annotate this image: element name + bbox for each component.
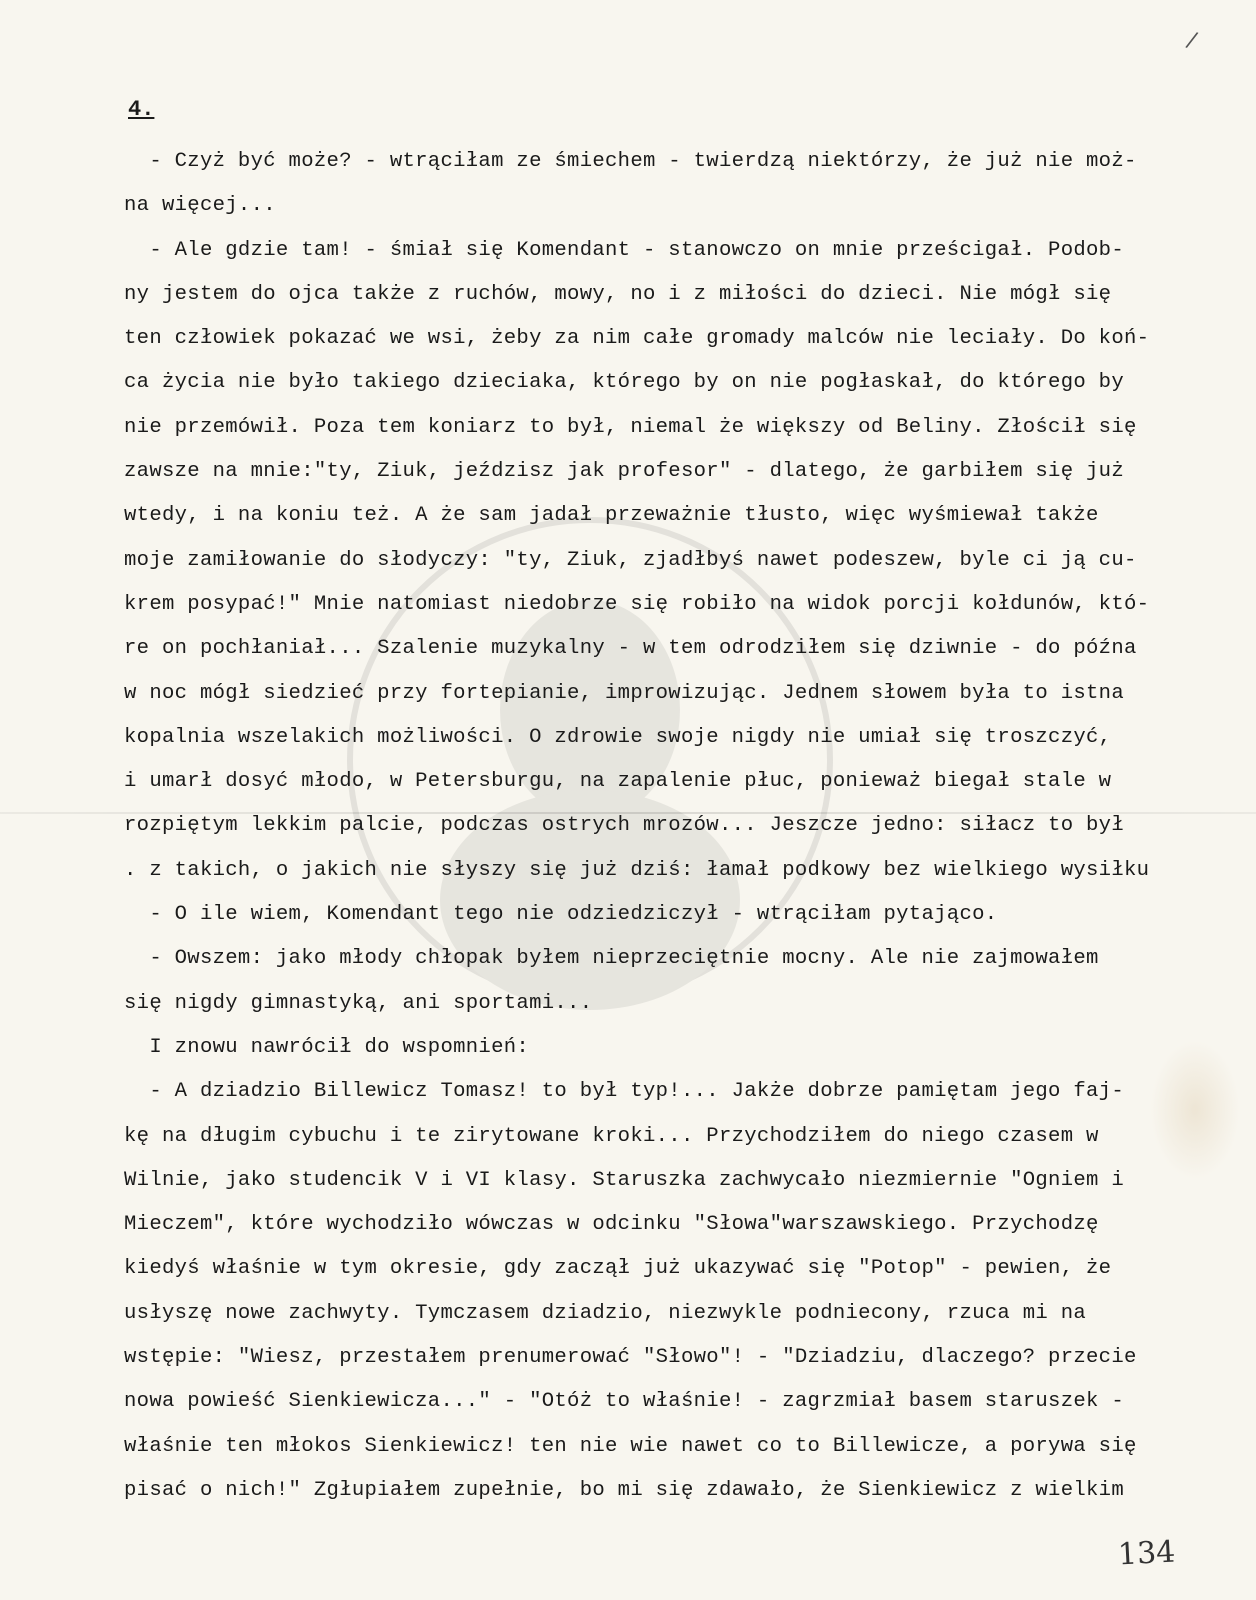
- handwritten-page-number: 134: [1117, 1534, 1177, 1573]
- text-line: ny jestem do ojca także z ruchów, mowy, no i z miłości do dzieci. Nie mógł się: [124, 282, 1112, 306]
- text-line: - Owszem: jako młody chłopak byłem nieprzeciętnie mocny. Ale nie zajmowałem: [124, 947, 1099, 971]
- text-line: na więcej...: [124, 194, 276, 218]
- text-line: usłyszę nowe zachwyty. Tymczasem dziadzio, niezwykle podniecony, rzuca mi na: [124, 1301, 1087, 1325]
- text-line: Mieczem", które wychodziło wówczas w odcinku "Słowa"warszawskiego. Przychodzę: [124, 1213, 1099, 1237]
- text-line: re on pochłaniał... Szalenie muzykalny - w tem odrodziłem się dziwnie - do późna: [124, 637, 1137, 661]
- text-line: kiedyś właśnie w tym okresie, gdy zaczął już ukazywać się "Potop" - pewien, że: [124, 1257, 1112, 1281]
- text-line: nie przemówił. Poza tem koniarz to był, niemal że większy od Beliny. Złościł się: [124, 415, 1137, 439]
- text-line: - Ale gdzie tam! - śmiał się Komendant - stanowczo on mnie prześcigał. Podob-: [124, 238, 1125, 262]
- text-line: wtedy, i na koniu też. A że sam jadał przeważnie tłusto, więc wyśmiewał także: [124, 504, 1099, 528]
- text-line: kopalnia wszelakich możliwości. O zdrowie swoje nigdy nie umiał się troszczyć,: [124, 725, 1112, 749]
- text-line: w noc mógł siedzieć przy fortepianie, improwizując. Jednem słowem była to istna: [124, 681, 1125, 705]
- text-line: właśnie ten młokos Sienkiewicz! ten nie wie nawet co to Billewicze, a porywa się: [124, 1434, 1137, 1458]
- text-line: kę na długim cybuchu i te zirytowane kroki... Przychodziłem do niego czasem w: [124, 1124, 1099, 1148]
- text-line: Wilnie, jako studencik V i VI klasy. Staruszka zachwycało niezmiernie "Ogniem i: [124, 1168, 1125, 1192]
- text-line: - O ile wiem, Komendant tego nie odziedziczył - wtrąciłam pytająco.: [124, 903, 998, 927]
- text-line: krem posypać!" Mnie natomiast niedobrze się robiło na widok porcji kołdunów, któ-: [124, 592, 1150, 616]
- text-line: ca życia nie było takiego dzieciaka, którego by on nie pogłaskał, do którego by: [124, 371, 1125, 395]
- text-line: wstępie: "Wiesz, przestałem prenumerować "Słowo"! - "Dziadziu, dlaczego? przecie: [124, 1346, 1137, 1370]
- text-line: się nigdy gimnastyką, ani sportami...: [124, 991, 593, 1015]
- text-line: rozpiętym lekkim palcie, podczas ostrych mrozów... Jeszcze jedno: siłacz to był: [124, 814, 1125, 838]
- page-number: 4.: [128, 97, 155, 122]
- text-line: nowa powieść Sienkiewicza..." - "Otóż to właśnie! - zagrzmiał basem staruszek -: [124, 1390, 1125, 1414]
- text-line: - A dziadzio Billewicz Tomasz! to był typ!... Jakże dobrze pamiętam jego faj-: [124, 1080, 1125, 1104]
- text-line: moje zamiłowanie do słodyczy: "ty, Ziuk, zjadłbyś nawet podeszew, byle ci ją cu-: [124, 548, 1137, 572]
- text-line: pisać o nich!" Zgłupiałem zupełnie, bo mi się zdawało, że Sienkiewicz z wielkim: [124, 1478, 1125, 1502]
- archive-pencil-mark: /: [1183, 27, 1200, 54]
- text-line: . z takich, o jakich nie słyszy się już dziś: łamał podkowy bez wielkiego wysiłku: [124, 858, 1150, 882]
- text-line: I znowu nawrócił do wspomnień:: [124, 1035, 530, 1059]
- text-line: i umarł dosyć młodo, w Petersburgu, na zapalenie płuc, ponieważ biegał stale w: [124, 770, 1112, 794]
- text-line: zawsze na mnie:"ty, Ziuk, jeździsz jak profesor" - dlatego, że garbiłem się już: [124, 460, 1125, 484]
- text-line: - Czyż być może? - wtrąciłam ze śmiechem - twierdzą niektórzy, że już nie moż-: [124, 150, 1137, 173]
- text-line: ten człowiek pokazać we wsi, żeby za nim całe gromady malców nie leciały. Do koń-: [124, 327, 1150, 351]
- typewritten-text: [124, 140, 1224, 1513]
